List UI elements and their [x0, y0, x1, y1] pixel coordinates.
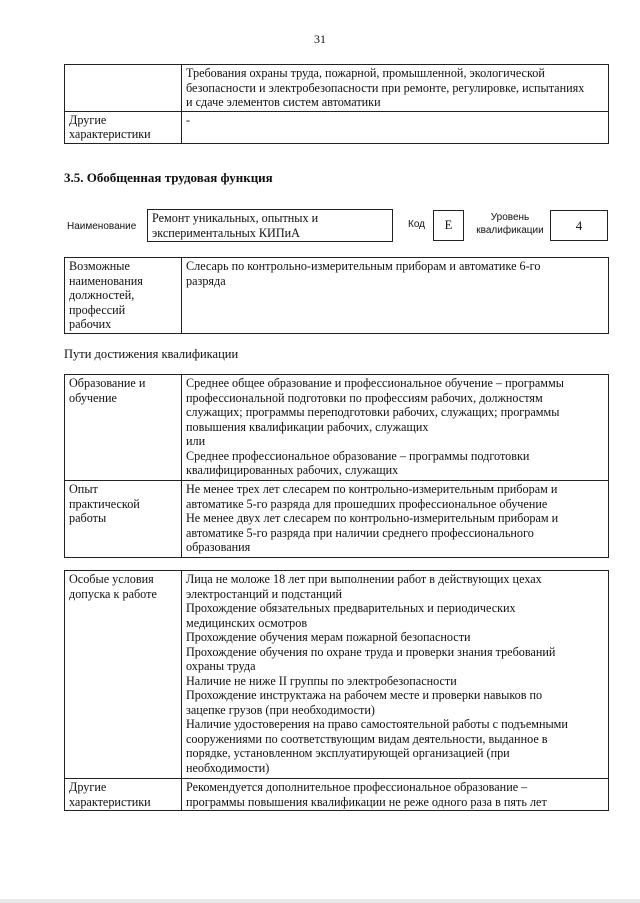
text-line: экспериментальных КИПиА — [152, 225, 300, 240]
text-line: сооружениями по соответствующим видам деятельности, выданное в — [186, 731, 548, 746]
text-line: необходимости) — [186, 760, 270, 775]
table-row — [65, 375, 609, 481]
table-cell-label — [65, 481, 182, 558]
table-cell-label — [65, 375, 182, 481]
text-line: электростанций и подстанций — [186, 586, 343, 601]
text-line: Слесарь по контрольно-измерительным приборам и автоматике 6-го — [186, 259, 541, 273]
conditions-table — [64, 570, 609, 811]
table-row — [65, 481, 609, 558]
code-value: E — [433, 210, 464, 241]
table-row — [65, 571, 609, 779]
text-line: практической — [69, 496, 140, 511]
table-row — [65, 779, 609, 811]
table-cell-value — [182, 258, 609, 334]
text-line: профессий — [69, 302, 126, 317]
education-table — [64, 374, 609, 558]
table-cell-label — [65, 65, 182, 112]
text-line: Среднее общее образование и профессиональное обучение – программы — [186, 376, 564, 390]
text-line: Наличие не ниже II группы по электробезопасности — [186, 673, 457, 688]
text-line: автоматике 5-го разряда для прошедших профессиональное обучение — [186, 496, 548, 511]
table-cell-label — [65, 258, 182, 334]
text-line: Прохождение обучения мерам пожарной безопасности — [186, 630, 471, 644]
text-line: работы — [69, 511, 107, 525]
table-cell-value — [182, 779, 609, 811]
text-line: Лица не моложе 18 лет при выполнении работ в действующих цехах — [186, 572, 542, 586]
text-line: Ремонт уникальных, опытных и — [152, 211, 319, 225]
text-line: - — [186, 112, 191, 127]
positions-table — [64, 257, 609, 334]
table-cell-value — [182, 375, 609, 481]
table-cell-label — [65, 779, 182, 811]
page-number: 31 — [314, 32, 326, 46]
text-line: Прохождение обучения по охране труда и проверки знания требований — [186, 644, 556, 659]
text-line: характеристики — [69, 127, 151, 141]
table-cell-value — [182, 481, 609, 558]
table-row — [65, 65, 609, 112]
level-value: 4 — [550, 210, 608, 241]
paths-heading: Пути достижения квалификации — [64, 347, 239, 361]
text-line: наименования — [69, 273, 143, 288]
text-line: Опыт — [69, 482, 98, 496]
text-line: Образование и — [69, 376, 146, 390]
text-line: Среднее профессиональное образование – программы подготовки — [186, 448, 530, 463]
text-line: программы повышения квалификации не реже одного раза в пять лет — [186, 794, 547, 809]
text-line: безопасности и электробезопасности при ремонте, регулировке, испытаниях — [186, 80, 585, 95]
table-cell-label — [65, 111, 182, 143]
text-line: Не менее двух лет слесарем по контрольно-измерительным приборам и — [186, 511, 559, 525]
text-line: обучение — [69, 390, 117, 405]
table-cell-value — [182, 111, 609, 143]
text-line: автоматике 5-го разряда при наличии среднего профессионального — [186, 525, 534, 540]
text-line: охраны труда — [186, 659, 256, 673]
text-line: Особые условия — [69, 572, 154, 586]
text-line: повышения квалификации рабочих, служащих — [186, 419, 429, 434]
text-line: или — [186, 434, 206, 448]
text-line: Другие — [69, 112, 107, 127]
code-label: Код — [408, 219, 426, 230]
text-line: порядке, установленном эксплуатирующей организацией (при — [186, 746, 510, 760]
text-line: образования — [186, 540, 251, 554]
text-line: допуска к работе — [69, 586, 157, 601]
text-line: характеристики — [69, 794, 151, 809]
text-line: Прохождение инструктажа на рабочем месте и проверки навыков по — [186, 688, 543, 702]
table-cell-value — [182, 65, 609, 112]
text-line: Возможные — [69, 259, 130, 273]
table-row — [65, 111, 609, 143]
text-line: Не менее трех лет слесарем по контрольно-измерительным приборам и — [186, 482, 558, 496]
scan-edge — [0, 899, 640, 903]
function-name-box — [147, 209, 393, 242]
section-heading: 3.5. Обобщенная трудовая функция — [64, 170, 273, 185]
table-cell-label — [65, 571, 182, 779]
text-line: Уровень — [490, 212, 530, 223]
text-line: Прохождение обязательных предварительных и периодических — [186, 601, 516, 615]
text-line: Требования охраны труда, пожарной, промышленной, экологической — [186, 66, 545, 80]
text-line: профессиональной подготовки по профессиям рабочих, должностям — [186, 390, 543, 405]
text-line: рабочих — [69, 317, 112, 331]
level-label — [474, 211, 546, 237]
top-table — [64, 64, 609, 144]
text-line: должностей, — [69, 288, 135, 302]
text-line: квалифицированных рабочих, служащих — [186, 463, 399, 477]
text-line: медицинских осмотров — [186, 615, 308, 630]
text-line: зацепке грузов (при необходимости) — [186, 702, 375, 717]
text-line: служащих; программы переподготовки рабочих, служащих; программы — [186, 405, 560, 419]
text-line: и сдаче элементов систем автоматики — [186, 95, 381, 109]
text-line: квалификации — [476, 225, 544, 236]
text-line: разряда — [186, 273, 226, 288]
table-cell-value — [182, 571, 609, 779]
text-line: Рекомендуется дополнительное профессиональное образование – — [186, 780, 528, 794]
text-line: Наличие удостоверения на право самостоятельной работы с подъемными — [186, 717, 568, 731]
name-label: Наименование — [67, 221, 137, 232]
table-row — [65, 258, 609, 334]
text-line: Другие — [69, 780, 107, 794]
